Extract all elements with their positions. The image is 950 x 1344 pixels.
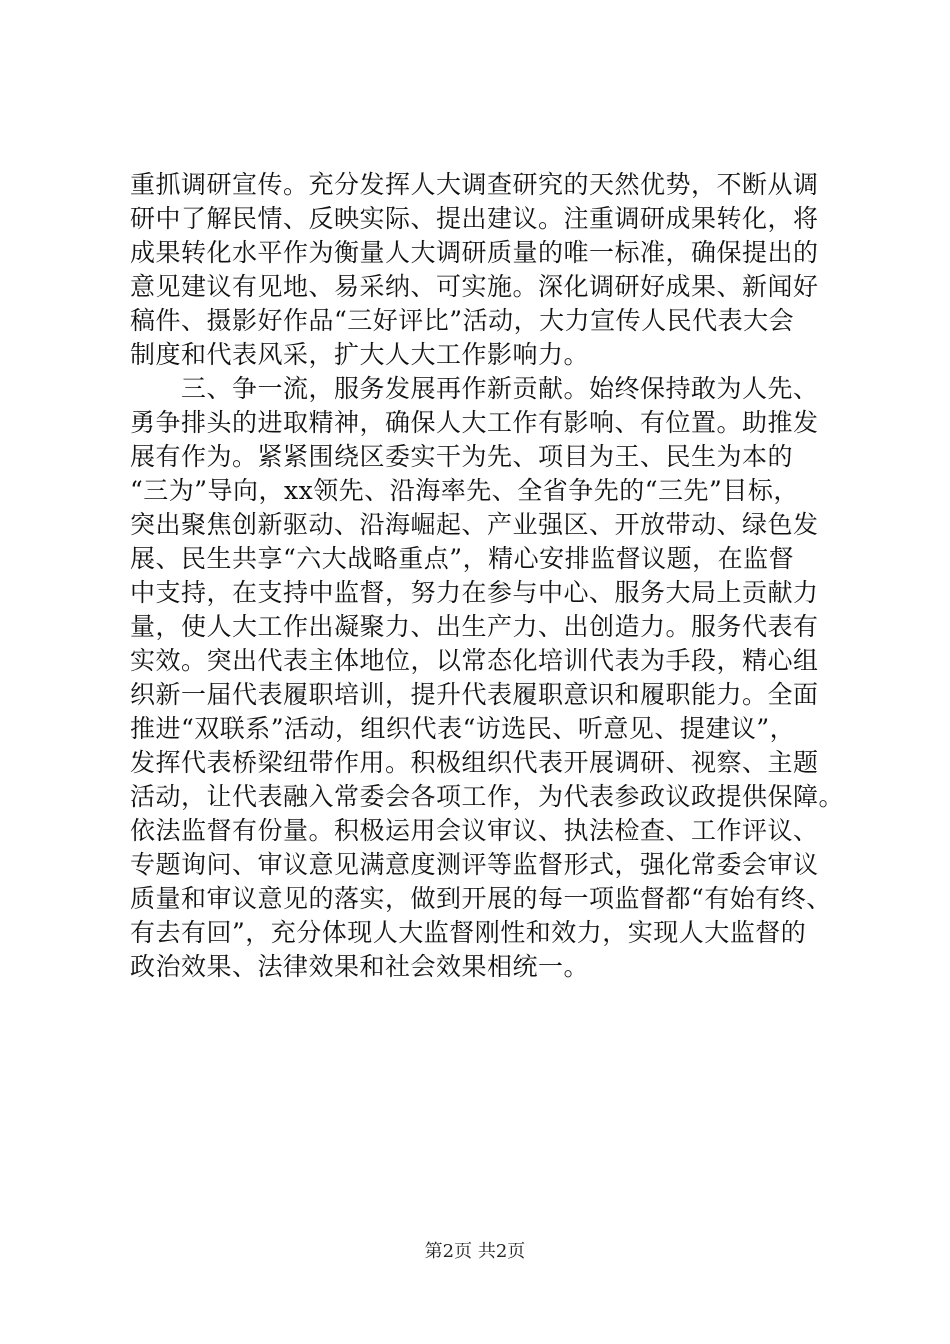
text-line: 研中了解民情、反映实际、提出建议。注重调研成果转化，将 — [130, 204, 819, 233]
text-line: 活动，让代表融入常委会各项工作，为代表参政议政提供保障。 — [130, 782, 845, 811]
text-line: 稿件、摄影好作品“三好评比”活动，大力宣传人民代表大会 — [130, 306, 795, 335]
text-line: 实效。突出代表主体地位，以常态化培训代表为手段，精心组 — [130, 646, 819, 675]
text-line: 依法监督有份量。积极运用会议审议、执法检查、工作评议、 — [130, 816, 819, 845]
body-text — [130, 168, 845, 984]
text-line: 中支持，在支持中监督，努力在参与中心、服务大局上贡献力 — [130, 578, 819, 607]
text-line: 推进“双联系”活动，组织代表“访选民、听意见、提建议”， — [130, 714, 796, 743]
text-line: 政治效果、法律效果和社会效果相统一。 — [130, 952, 590, 981]
page-footer — [0, 1240, 950, 1264]
page-number-label: 第2页 共2页 — [424, 1241, 526, 1262]
text-line: 突出聚焦创新驱动、沿海崛起、产业强区、开放带动、绿色发 — [130, 510, 819, 539]
text-line: 制度和代表风采，扩大人大工作影响力。 — [130, 340, 590, 369]
text-line: 展有作为。紧紧围绕区委实干为先、项目为王、民生为本的 — [130, 442, 794, 471]
text-line: 三、争一流，服务发展再作新贡献。始终保持敢为人先、 — [130, 374, 819, 403]
text-line: 量，使人大工作出凝聚力、出生产力、出创造力。服务代表有 — [130, 612, 819, 641]
text-line: 质量和审议意见的落实，做到开展的每一项监督都“有始有终、 — [130, 884, 832, 913]
text-line: 发挥代表桥梁纽带作用。积极组织代表开展调研、视察、主题 — [130, 748, 819, 777]
text-line: “三为”导向，xx领先、沿海率先、全省争先的“三先”目标， — [130, 476, 799, 505]
text-line: 重抓调研宣传。充分发挥人大调查研究的天然优势，不断从调 — [130, 170, 819, 199]
text-line: 专题询问、审议意见满意度测评等监督形式，强化常委会审议 — [130, 850, 819, 879]
text-line: 勇争排头的进取精神，确保人大工作有影响、有位置。助推发 — [130, 408, 819, 437]
text-line: 织新一届代表履职培训，提升代表履职意识和履职能力。全面 — [130, 680, 819, 709]
text-line: 意见建议有见地、易采纳、可实施。深化调研好成果、新闻好 — [130, 272, 819, 301]
text-line: 有去有回”，充分体现人大监督刚性和效力，实现人大监督的 — [130, 918, 807, 947]
text-line: 成果转化水平作为衡量人大调研质量的唯一标准，确保提出的 — [130, 238, 819, 267]
text-line: 展、民生共享“六大战略重点”，精心安排监督议题，在监督 — [130, 544, 795, 573]
